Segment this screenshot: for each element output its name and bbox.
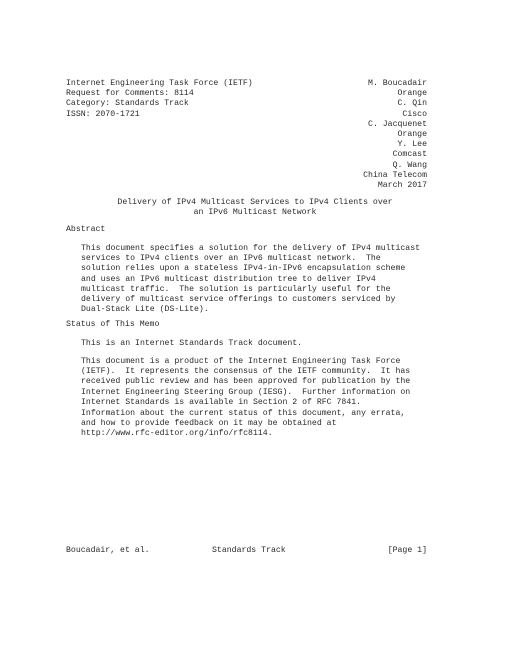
footer-category: Standards Track bbox=[212, 546, 286, 555]
abstract-heading: Abstract bbox=[66, 225, 106, 234]
footer-page-number: [Page 1] bbox=[387, 546, 427, 555]
document-title: Delivery of IPv4 Multicast Services to IPv4 Clients over an IPv6 Multicast Network bbox=[117, 198, 393, 218]
status-paragraph-2: This document is a product of the Internet Engineering Task Force (IETF). It represents the consensus of the IETF community. It has received public review and has been approved for publication by the Internet Engineering Steering Group (IESG). Further information on Internet Standards is available in Section 2 of RFC 7841. bbox=[81, 357, 411, 407]
footer-authors: Boucadair, et al. bbox=[66, 546, 150, 555]
status-heading: Status of This Memo bbox=[66, 320, 160, 329]
abstract-body: This document specifies a solution for the delivery of IPv4 multicast services to IPv4 clients over an IPv6 multicast network. The solution relies upon a stateless IPv4-in-IPv6 encapsulation scheme and uses an IPv6 multicast distribution tree to deliver IPv4 multicast traffic. The solution is particularly useful for the delivery of multicast service offerings to customers serviced by Dual-Stack Lite (DS-Lite). bbox=[81, 244, 421, 315]
status-paragraph-3: Information about the current status of this document, any errata, and how to provide feedback on it may be obtained at http://www.rfc-editor.org/info/rfc8114. bbox=[81, 409, 406, 439]
header-metadata: Internet Engineering Task Force (IETF) Request for Comments: 8114 Category: Standards Track ISSN: 2070-1721 bbox=[66, 79, 253, 119]
status-paragraph-1: This is an Internet Standards Track document. bbox=[81, 339, 303, 348]
header-authors: M. Boucadair Orange C. Qin Cisco C. Jacquenet Orange Y. Lee Comcast Q. Wang China Telecom March 2017 bbox=[363, 79, 427, 191]
